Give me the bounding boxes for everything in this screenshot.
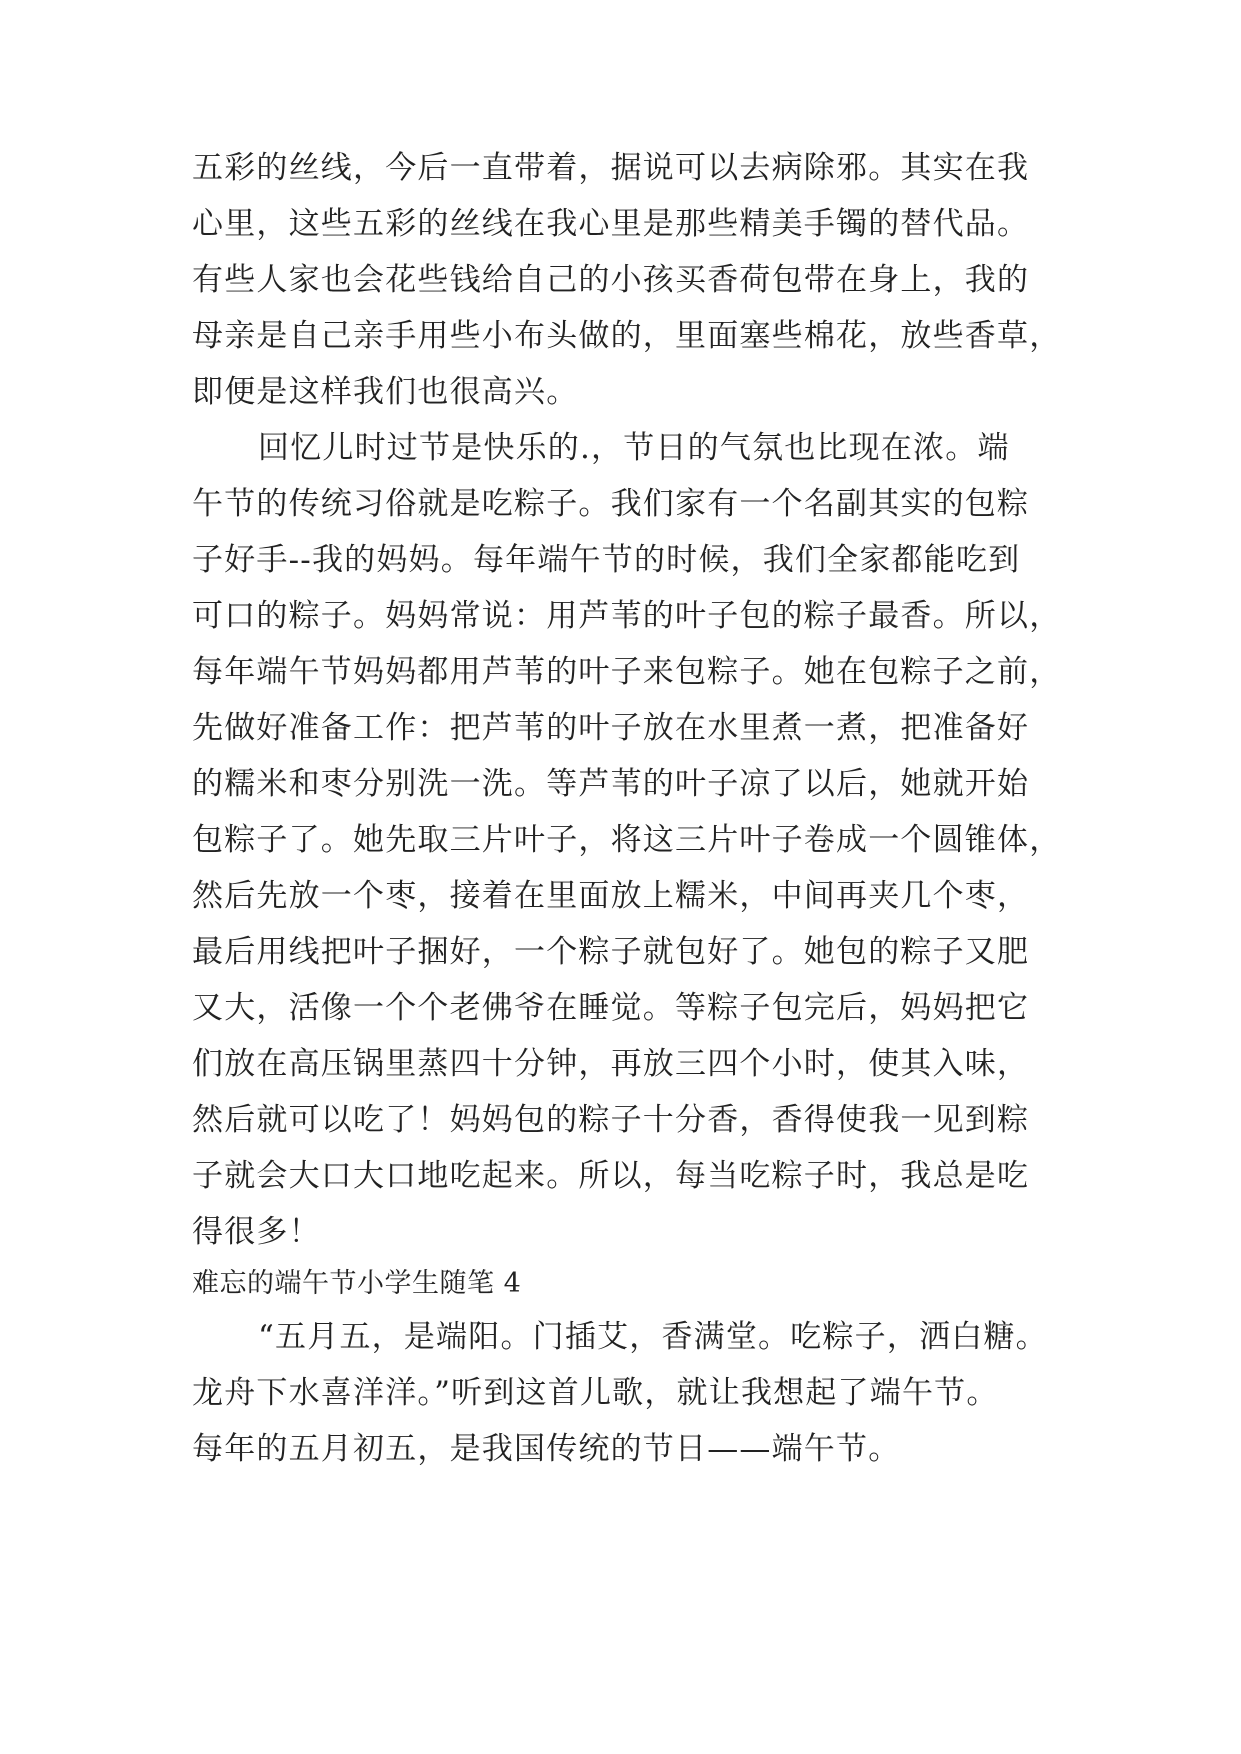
text-line: “五月五，是端阳。门插艾，香满堂。吃粽子，洒白糖。 <box>258 1319 1048 1355</box>
text-line: 心里，这些五彩的丝线在我心里是那些精美手镯的替代品。 <box>192 206 1030 242</box>
text-line: 然后就可以吃了！妈妈包的粽子十分香，香得使我一见到粽 <box>192 1102 1030 1138</box>
text-line: 包粽子了。她先取三片叶子，将这三片叶子卷成一个圆锥体， <box>192 822 1062 858</box>
text-line: 即便是这样我们也很高兴。 <box>192 374 579 410</box>
text-line: 们放在高压锅里蒸四十分钟，再放三四个小时，使其入味， <box>192 1046 1030 1082</box>
text-line: 五彩的丝线，今后一直带着，据说可以去病除邪。其实在我 <box>192 150 1030 186</box>
text-line: 子就会大口大口地吃起来。所以，每当吃粽子时，我总是吃 <box>192 1158 1030 1194</box>
text-line: 回忆儿时过节是快乐的.，节日的气氛也比现在浓。端 <box>258 430 1010 466</box>
text-line: 有些人家也会花些钱给自己的小孩买香荷包带在身上，我的 <box>192 262 1030 298</box>
section-heading: 难忘的端午节小学生随笔 4 <box>192 1268 522 1299</box>
text-line: 每年的五月初五，是我国传统的节日——端午节。 <box>192 1431 901 1467</box>
text-line: 先做好准备工作：把芦苇的叶子放在水里煮一煮，把准备好 <box>192 710 1030 746</box>
text-line: 得很多！ <box>192 1214 321 1250</box>
text-line: 最后用线把叶子捆好，一个粽子就包好了。她包的粽子又肥 <box>192 934 1030 970</box>
text-line: 午节的传统习俗就是吃粽子。我们家有一个名副其实的包粽 <box>192 486 1030 522</box>
text-line: 然后先放一个枣，接着在里面放上糯米，中间再夹几个枣， <box>192 878 1030 914</box>
text-line: 母亲是自己亲手用些小布头做的，里面塞些棉花，放些香草， <box>192 318 1062 354</box>
text-line: 龙舟下水喜洋洋。”听到这首儿歌，就让我想起了端午节。 <box>192 1375 999 1411</box>
text-line: 子好手--我的妈妈。每年端午节的时候，我们全家都能吃到 <box>192 542 1021 578</box>
text-line: 可口的粽子。妈妈常说：用芦苇的叶子包的粽子最香。所以， <box>192 598 1062 634</box>
text-line: 的糯米和枣分别洗一洗。等芦苇的叶子凉了以后，她就开始 <box>192 766 1030 802</box>
text-line: 又大，活像一个个老佛爷在睡觉。等粽子包完后，妈妈把它 <box>192 990 1030 1026</box>
text-line: 每年端午节妈妈都用芦苇的叶子来包粽子。她在包粽子之前， <box>192 654 1062 690</box>
